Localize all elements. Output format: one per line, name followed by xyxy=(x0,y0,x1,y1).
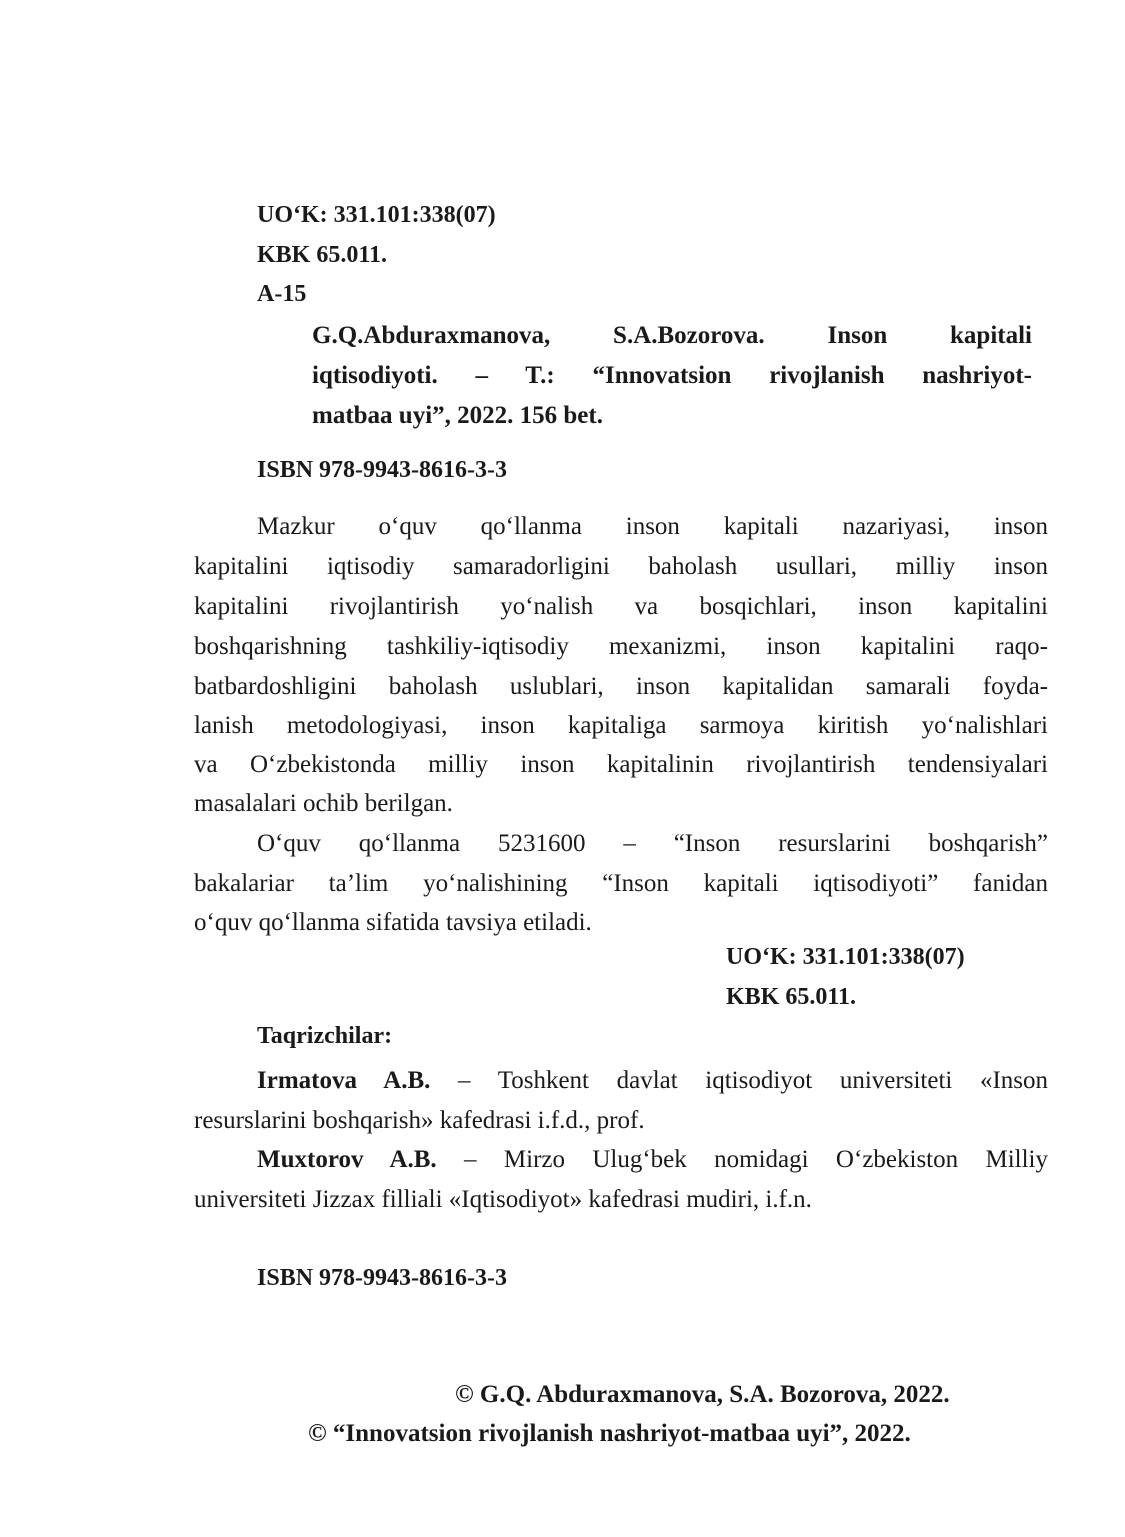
abstract-p1-line-8: masalalari ochib berilgan. xyxy=(194,790,453,817)
udk-code-right: UO‘K: 331.101:338(07) xyxy=(726,944,965,970)
reviewer-1-affiliation: – Toshkent davlat iqtisodiyot universiteti «Inson xyxy=(430,1067,1048,1094)
citation-line-2: iqtisodiyoti. – T.: “Innovatsion rivojlanish nashriyot- xyxy=(312,362,1032,389)
reviewer-2-affiliation: – Mirzo Ulug‘bek nomidagi O‘zbekiston Milliy xyxy=(436,1146,1048,1173)
copyright-authors: © G.Q. Abduraxmanova, S.A. Bozorova, 2022. xyxy=(455,1381,950,1408)
abstract-p1-line-2: kapitalini iqtisodiy samaradorligini baholash usullari, milliy inson xyxy=(194,553,1048,580)
reviewers-heading: Taqrizchilar: xyxy=(257,1023,393,1049)
citation-line-1: G.Q.Abduraxmanova, S.A.Bozorova. Inson kapitali xyxy=(312,322,1032,349)
isbn-bottom: ISBN 978-9943-8616-3-3 xyxy=(257,1265,507,1291)
reviewer-2-line-1 xyxy=(257,1140,1048,1180)
author-code: A-15 xyxy=(257,281,307,307)
reviewer-2-line-2: universiteti Jizzax filliali «Iqtisodiyot» kafedrasi mudiri, i.f.n. xyxy=(194,1186,812,1213)
abstract-p2-line-1: O‘quv qo‘llanma 5231600 – “Inson resurslarini boshqarish” xyxy=(257,830,1048,857)
abstract-p1-line-5: batbardoshligini baholash uslublari, inson kapitalidan samarali foyda- xyxy=(194,673,1048,700)
abstract-p1-line-6: lanish metodologiyasi, inson kapitaliga sarmoya kiritish yo‘nalishlari xyxy=(194,712,1048,739)
isbn-top: ISBN 978-9943-8616-3-3 xyxy=(257,457,507,483)
abstract-p1-line-3: kapitalini rivojlantirish yo‘nalish va bosqichlari, inson kapitalini xyxy=(194,593,1048,620)
abstract-p2-line-3: o‘quv qo‘llanma sifatida tavsiya etiladi. xyxy=(194,909,592,936)
abstract-p1-line-4: boshqarishning tashkiliy-iqtisodiy mexanizmi, inson kapitalini raqo- xyxy=(194,633,1048,660)
udk-code: UO‘K: 331.101:338(07) xyxy=(257,202,496,228)
abstract-p1-line-7: va O‘zbekistonda milliy inson kapitalinin rivojlantirish tendensiyalari xyxy=(194,751,1048,778)
citation-line-3: matbaa uyi”, 2022. 156 bet. xyxy=(312,402,603,429)
abstract-p1-line-1: Mazkur o‘quv qo‘llanma inson kapitali nazariyasi, inson xyxy=(257,513,1048,540)
reviewer-1-line-1 xyxy=(257,1061,1048,1101)
copyright-publisher: © “Innovatsion rivojlanish nashriyot-matbaa uyi”, 2022. xyxy=(308,1420,911,1447)
reviewer-1-name: Irmatova A.B. xyxy=(257,1067,431,1094)
abstract-p2-line-2: bakalariar ta’lim yo‘nalishining “Inson kapitali iqtisodiyoti” fanidan xyxy=(194,870,1048,897)
kbk-code: KBK 65.011. xyxy=(257,242,388,268)
kbk-code-right: KBK 65.011. xyxy=(726,984,857,1010)
reviewer-2-name: Muxtorov A.B. xyxy=(257,1146,437,1173)
reviewer-1-line-2: resurslarini boshqarish» kafedrasi i.f.d., prof. xyxy=(194,1107,645,1134)
